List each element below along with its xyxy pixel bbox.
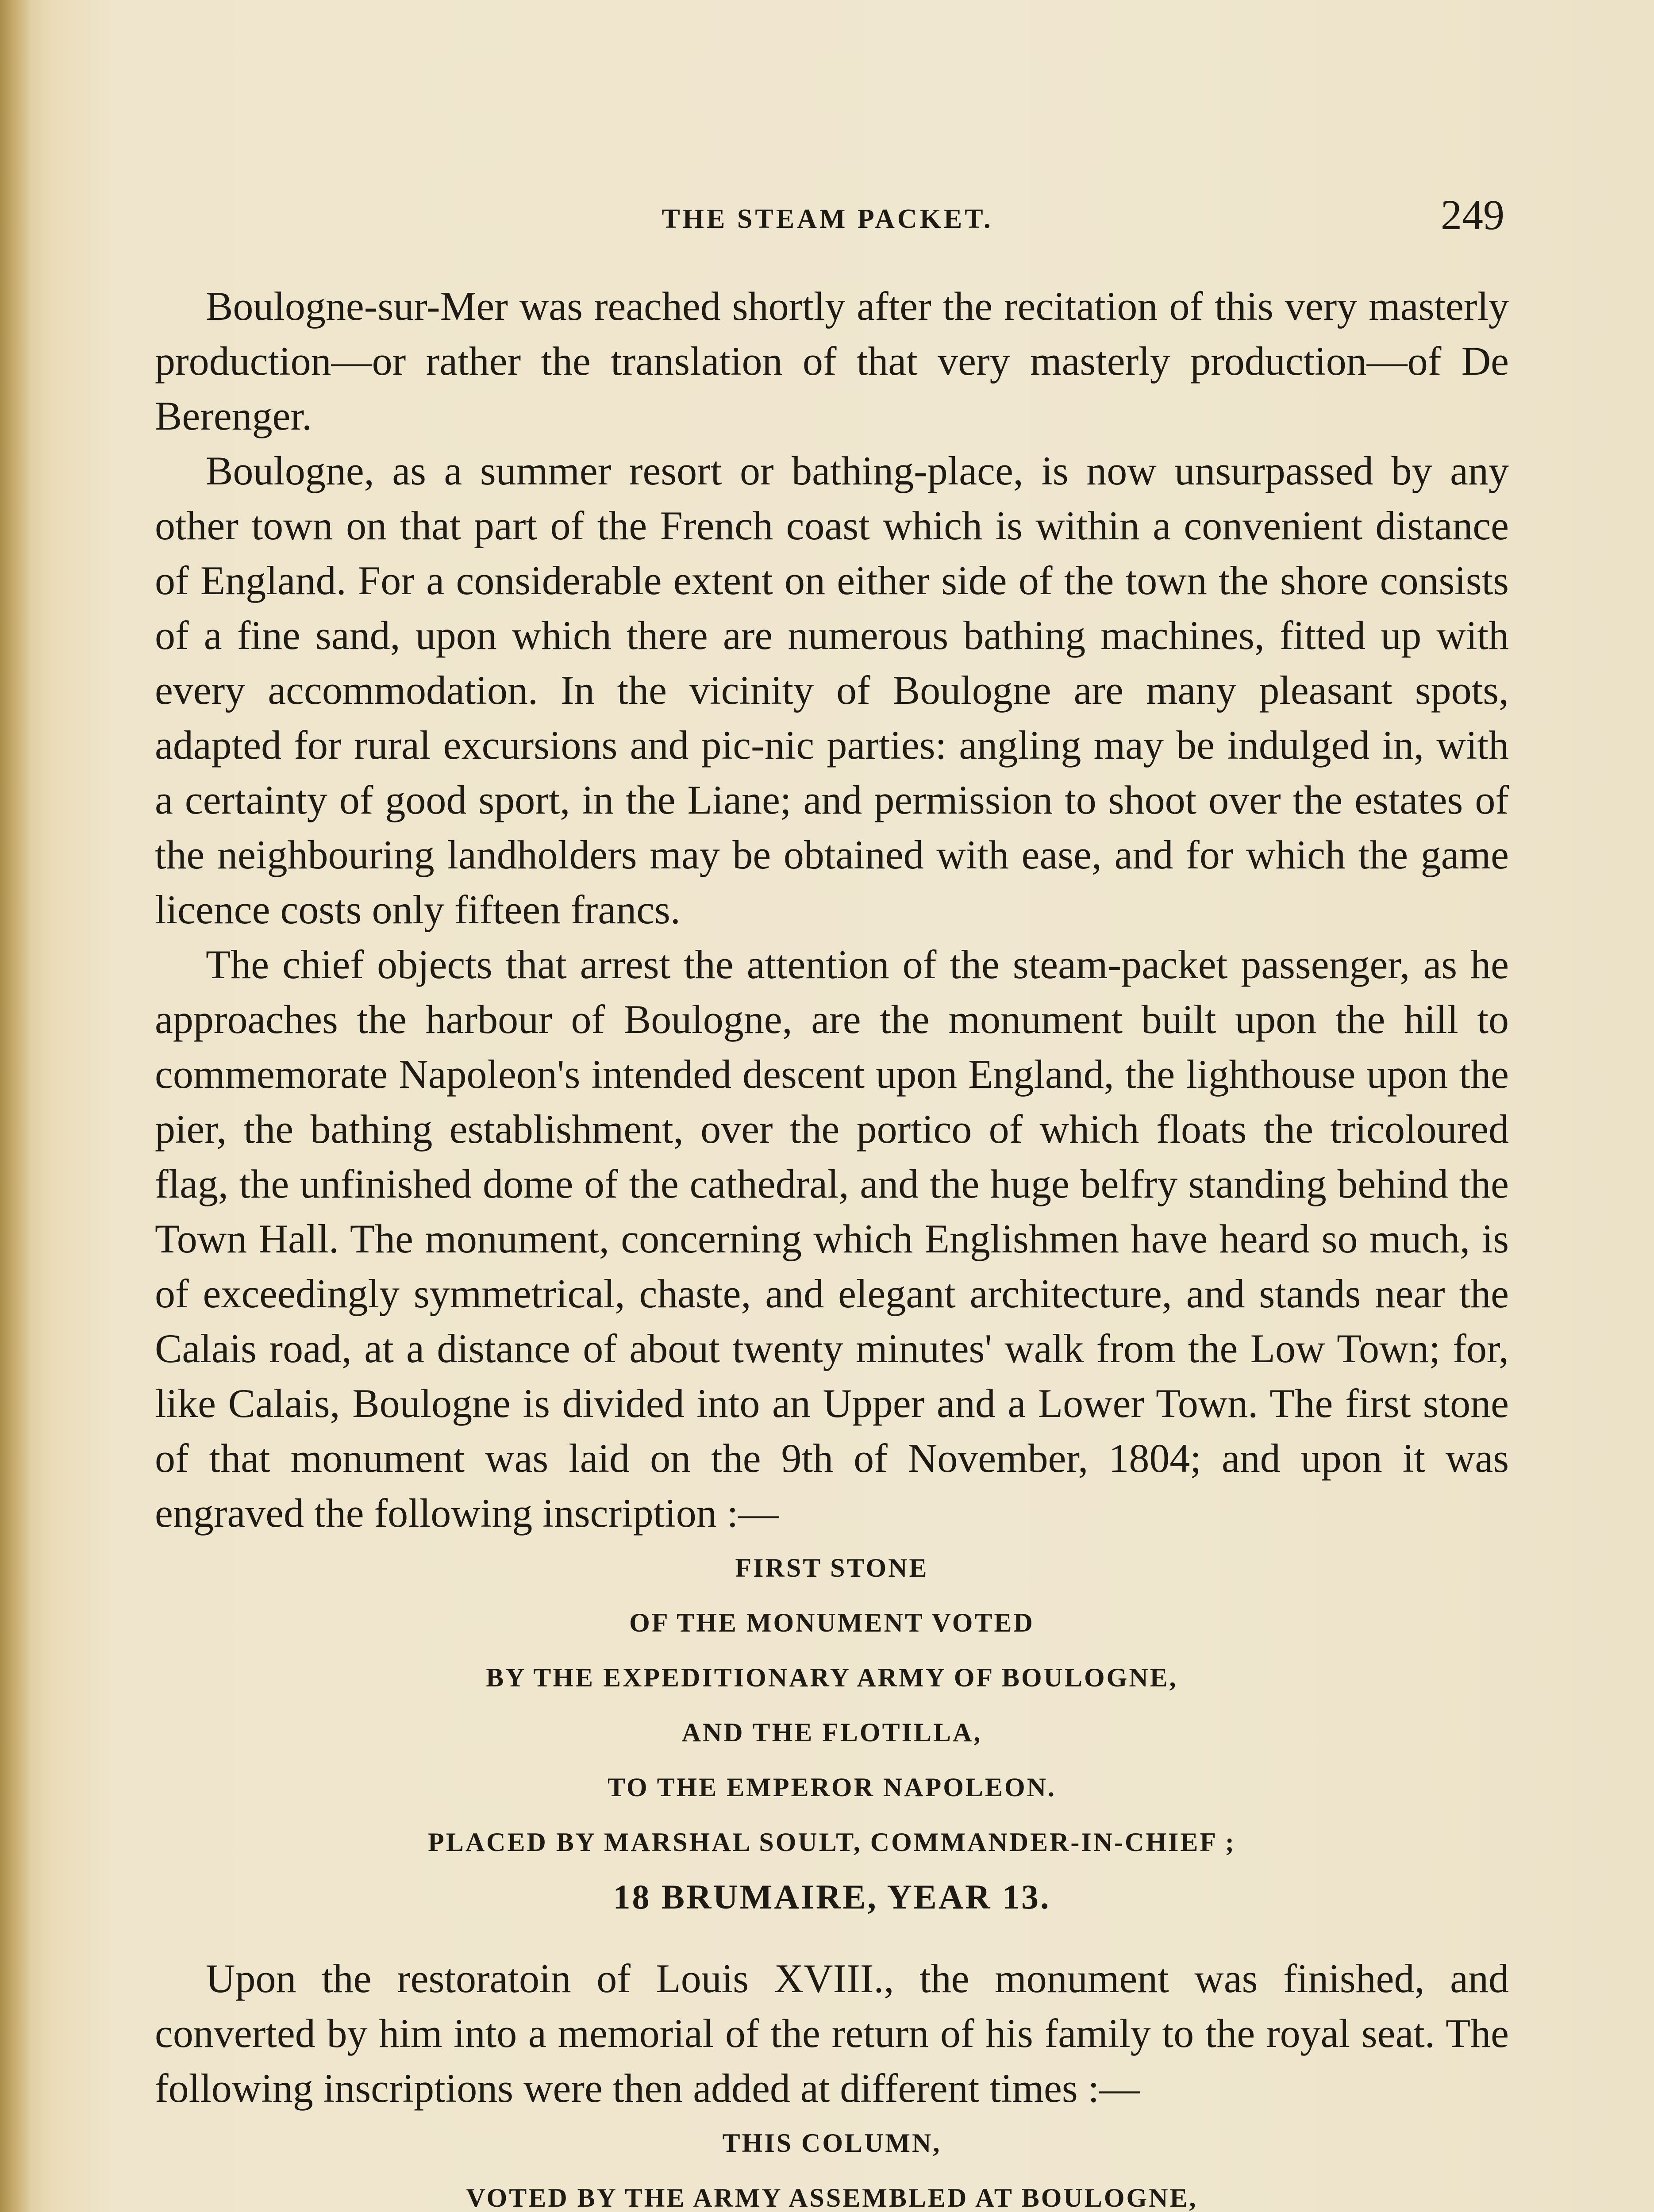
- running-title: THE STEAM PACKET.: [662, 204, 993, 234]
- inscription-line: FIRST STONE: [735, 1553, 929, 1582]
- inscription-line: AND THE FLOTILLA,: [681, 1718, 982, 1747]
- running-head: [150, 186, 1504, 252]
- paragraph-3: The chief objects that arrest the attention of the steam-packet passenger, as he approaches the harbour of Boulogne, are the monument built upon the hill to commemorate Napoleon's intended descent upon England, the lighthouse upon the pier, the bathing establishment, over the portico of which floats the tricoloured flag, the unfinished dome of the cathedral, and the huge belfry standing behind the Town Hall. The monument, concerning which Englishmen have heard so much, is of exceedingly symmetrical, chaste, and elegant architecture, and stands near the Calais road, at a distance of about twenty minutes' walk from the Low Town; for, like Calais, Boulogne is divided into an Upper and a Lower Town. The first stone of that monument was laid on the 9th of November, 1804; and upon it was engraved the following inscription :—: [155, 942, 1509, 1536]
- paragraph-4: Upon the restoratoin of Louis XVIII., the monument was finished, and converted by him into a memorial of the return of his family to the royal seat. The following inscriptions were then added at different times :—: [155, 1956, 1509, 2111]
- inscription-column: [155, 2116, 1509, 2212]
- inscription-line: THIS COLUMN,: [722, 2128, 942, 2158]
- inscription-line: OF THE MONUMENT VOTED: [629, 1608, 1035, 1637]
- inscription-line: VOTED BY THE ARMY ASSEMBLED AT BOULOGNE,: [466, 2183, 1198, 2212]
- spacer: [155, 1924, 1509, 1951]
- inscription-line: PLACED BY MARSHAL SOULT, COMMANDER-IN-CHIEF ;: [428, 1828, 1236, 1857]
- inscription-line: TO THE EMPEROR NAPOLEON.: [608, 1773, 1056, 1802]
- inscription-line: BY THE EXPEDITIONARY ARMY OF BOULOGNE,: [486, 1663, 1178, 1692]
- inscription-line: 18 BRUMAIRE, YEAR 13.: [613, 1878, 1051, 1916]
- paragraph-1: Boulogne-sur-Mer was reached shortly after the recitation of this very masterly production—or rather the translation of that very masterly production—of De Berenger.: [155, 284, 1509, 438]
- spine-shadow: [0, 0, 31, 2212]
- body-text: [155, 279, 1509, 2212]
- inscription-first-stone: [155, 1540, 1509, 1924]
- page-number: 249: [1441, 191, 1504, 238]
- paragraph-2: Boulogne, as a summer resort or bathing-place, is now unsurpassed by any other town on that part of the French coast which is within a convenient distance of England. For a considerable extent on either side of the town the shore consists of a fine sand, upon which there are numerous bathing machines, fitted up with every accommodation. In the vicinity of Boulogne are many pleasant spots, adapted for rural excursions and pic-nic parties: angling may be indulged in, with a certainty of good sport, in the Liane; and permission to shoot over the estates of the neighbouring landholders may be obtained with ease, and for which the game licence costs only fifteen francs.: [155, 448, 1509, 932]
